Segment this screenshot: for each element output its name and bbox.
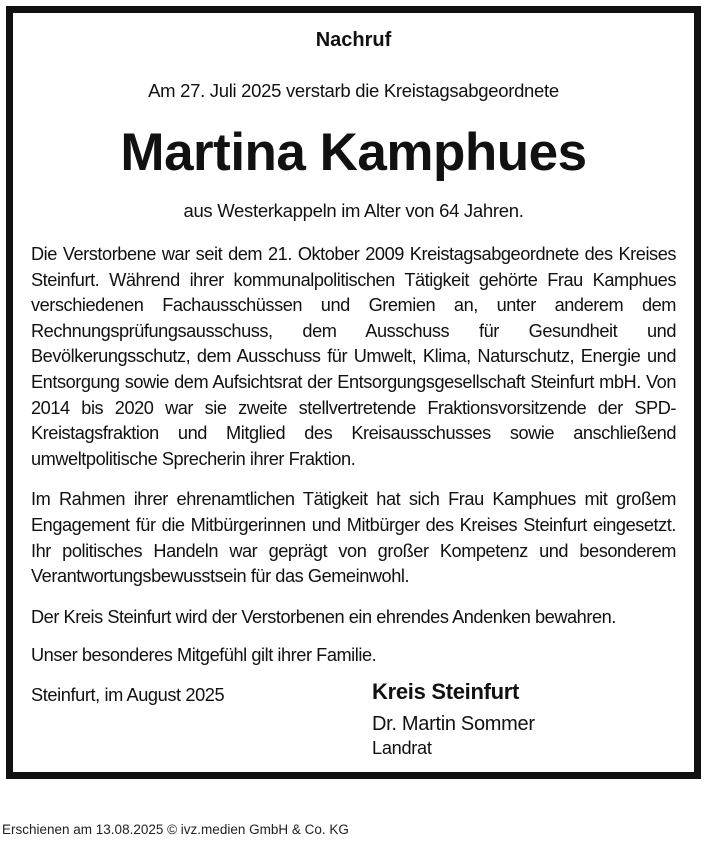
- obituary-body: [31, 242, 676, 684]
- publication-credit: Erschienen am 13.08.2025 © ivz.medien GmbH & Co. KG: [2, 822, 349, 837]
- signature-block: [372, 679, 535, 759]
- signature-name: Dr. Martin Sommer: [372, 713, 535, 735]
- notice-title: Nachruf: [315, 29, 392, 51]
- origin-line: aus Westerkappeln im Alter von 64 Jahren.: [183, 200, 524, 221]
- signature-organization: Kreis Steinfurt: [372, 679, 520, 704]
- body-paragraph: Im Rahmen ihrer ehrenamtlichen Tätigkeit hat sich Frau Kamphues mit großem Engagement für die Mitbürgerinnen und Mitbürger des Kreises Steinfurt eingesetzt. Ihr politisches Handeln war geprägt von großer Kompetenz und besonderem Verantwortungsbewusstsein für das Gemeinwohl.: [31, 489, 676, 587]
- signature-role: Landrat: [372, 738, 432, 758]
- body-paragraph: Der Kreis Steinfurt wird der Verstorbenen ein ehrendes Andenken bewahren.: [31, 606, 616, 627]
- deceased-name: Martina Kamphues: [120, 123, 587, 182]
- body-paragraph: Die Verstorbene war seit dem 21. Oktober 2009 Kreistagsabgeordnete des Kreises Steinfurt. Während ihrer kommunalpolitischen Tätigkeit gehörte Frau Kamphues verschiedenen Fachausschüssen und Gremien an, unter anderem dem Rechnungsprüfungsausschuss, dem Ausschuss für Gesundheit und Bevölkerungsschutz, dem Ausschuss für Umwelt, Klima, Naturschutz, Energie und Entsorgung sowie dem Aufsichtsrat der Entsorgungsgesellschaft Steinfurt mbH. Von 2014 bis 2020 war sie zweite stellvertretende Fraktionsvorsitzende der SPD-Kreistagsfraktion und Mitglied des Kreisausschusses sowie anschließend umweltpolitische Sprecherin ihrer Fraktion.: [31, 244, 676, 469]
- place-date: Steinfurt, im August 2025: [31, 685, 225, 705]
- obituary-content: [31, 13, 676, 772]
- obituary-frame: [6, 6, 701, 779]
- intro-line: Am 27. Juli 2025 verstarb die Kreistagsabgeordnete: [148, 80, 559, 101]
- body-paragraph: Unser besonderes Mitgefühl gilt ihrer Familie.: [31, 645, 377, 666]
